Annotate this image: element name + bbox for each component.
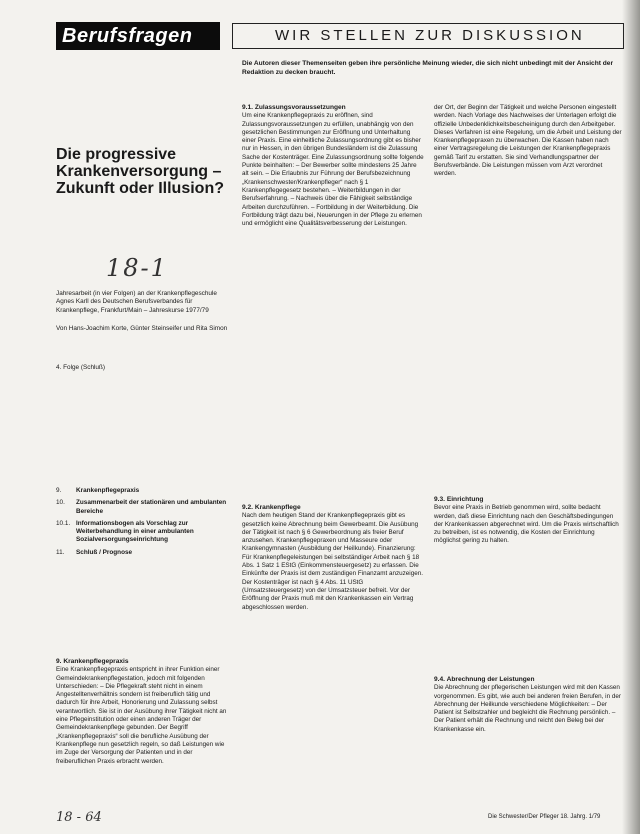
section-text: Nach dem heutigen Stand der Krankenpflegepraxis gibt es gesetzlich keine Abrechnung beim Gewerbeamt. Die Ausübung der Tätigkeit ist nach § 6 Gewerbeordnung als freier Beruf anzusehen. Krankenpflegepraxen und Masseure oder Krankengymnasten (Ausbildung der Heilkunde). Finanzierung: Für Krankenpflegeleistungen bei selbständiger Arbeit nach § 18 Abs. 1 Satz 1 EStG (Einkommensteuergesetz) zu erfassen. Die Einkünfte der Praxis ist dem zuständigen Finanzamt anzuzeigen. Der Kostenträger ist nach § 4 Abs. 11 UStG (Umsatzsteuergesetz) von der Umsatzsteuer befreit. Vor der Eröffnung der Praxis muß mit den Krankenkassen ein Vertrag abgeschlossen werden. [242,512,423,611]
section-9-block [56,658,232,766]
article-title: Die progressive Krankenversorgung – Zukunft oder Illusion? [56,146,224,197]
section-text: Eine Krankenpflegepraxis entspricht in ihrer Funktion einer Gemeindekrankenpflegestation, jedoch mit folgenden Unterschieden: – Die Pflegekraft steht nicht in einem Angestelltenverhältnis sondern ist freiberuflich tätig und dadurch für ihre Arbeit, Honorierung und Zulassung selbst verantwortlich. Sie ist in der Ausübung ihrer Tätigkeit nicht an eine Pflegeinstitution oder einen anderen Träger der Gemeindekrankenpflege gebunden. Der Begriff „Krankenpflegepraxis“ soll die berufliche Ausübung der Krankenpflege nun gesetzlich regeln, so daß Leistungen wie im Zuge der Versorgung der Patienten und in der freiberuflichen Praxis erbracht werden. [56,666,227,765]
article-part: 4. Folge (Schluß) [56,364,106,371]
handwritten-note: 18-1 [106,254,168,282]
section-heading: 9.3. Einrichtung [434,496,484,503]
journal-footer: Die Schwester/Der Pfleger 18. Jahrg. 1/79 [488,814,601,820]
toc-item [56,487,232,495]
section-9-1-block [242,104,424,228]
section-text: Bevor eine Praxis in Betrieb genommen wird, sollte bedacht werden, daß diese Einrichtung nach den Geschäftsbedingungen der Krankenkassen abgerechnet wird. Um die Praxis wirtschaftlich zu betreiben, ist es notwendig, die Kosten der Einrichtung möglichst gering zu halten. [434,504,619,545]
toc-label: Zusammenarbeit der stationären und ambulanten Bereiche [76,499,227,515]
toc-number: 11. [56,548,65,556]
toc-number: 9. [56,487,62,494]
editor-disclaimer: Die Autoren dieser Themenseiten geben ihre persönliche Meinung wieder, die sich nicht unbedingt mit der Ansicht der Redaktion zu decken braucht. [242,60,614,76]
toc-item [56,549,232,557]
section-text: der Ort, der Beginn der Tätigkeit und welche Personen eingestellt werden. Nach Vorlage des Nachweises der Unterlagen erfolgt die offizielle Unbedenklichkeitsbescheinigung durch den Arbeitgeber. Dieses Verfahren ist eine Regelung, um die Arbeit und Leistung der Krankenpflegepraxen zu überwachen. Die Kassen haben nach einer Vertragsregelung die Leistungen der Krankenpflegepraxis gemäß Tarif zu erstatten. Sie sind Verhandlungspartner der Berufsverbände. Die Leistungen müssen vom Arzt verordnet werden. [434,104,622,178]
toc-number: 10.1. [56,519,71,527]
section-heading: 9.4. Abrechnung der Leistungen [434,676,535,683]
section-text: Die Abrechnung der pflegerischen Leistungen wird mit den Kassen vorgenommen. Es gibt, wie auch bei anderen freien Berufen, in der Abrechnung der Heilkunde verschiedene Möglichkeiten: – Der Patient ist Selbstzahler und begleicht die Rechnung persönlich. – Der Patient erhält die Rechnung und reicht den Beleg bei der Krankenkasse ein. [434,684,621,733]
table-of-contents [56,487,232,561]
toc-label: Informationsbogen als Vorschlag zur Weiterbehandlung in einer ambulanten Sozialversorgungseinrichtung [76,519,194,544]
toc-item [56,520,232,545]
section-heading: 9.1. Zulassungsvoraussetzungen [242,104,346,111]
section-9-3-block [434,496,622,546]
column-3-continued [434,104,622,179]
toc-label: Schluß / Prognose [76,548,133,556]
article-authors: Von Hans-Joachim Korte, Günter Steinseifer und Rita Simon [56,325,228,332]
section-text: Um eine Krankenpflegepraxis zu eröffnen, sind Zulassungsvoraussetzungen zu erfüllen, unabhängig von den gesetzlichen Bestimmungen zur Eröffnung und Unterhaltung einer Praxis. Eine einheitliche Zulassungsordnung gibt es bisher nur in Hessen, in den übrigen Bundesländern ist die Zulassung Sache der Kostenträger. Eine Zulassungsordnung sollte folgende Punkte beinhalten: – Der Bewerber sollte mindestens 25 Jahre alt sein. – Die Erlaubnis zur Führung der Berufsbezeichnung „Krankenschwester/Krankenpfleger“ nach § 1 Krankenpflegegesetz bestehen. – Weiterbildungen in der Berufserfahrung. – Nachweis über die Fähigkeit selbständige Arbeiten durchzuführen. – Fortbildung in der Weiterbildung. Die Fortbildung trägt dazu bei, Neuerungen in der Pflege zu erlernen und ermöglicht eine Qualitätsverbesserung der Leistungen. [242,112,424,228]
toc-number: 10. [56,499,65,507]
page-number: 18 - 64 [56,810,102,825]
section-9-2-block [242,504,424,612]
toc-label: Krankenpflegepraxis [76,487,140,494]
article-intro: Jahresarbeit (in vier Folgen) an der Krankenpflegeschule Agnes Karll des Deutschen Berufsverbandes für Krankenpflege, Frankfurt/Main – Jahreskurse 1977/79 [56,290,217,314]
section-9-4-block [434,676,622,734]
section-heading: 9. Krankenpflegepraxis [56,658,129,665]
scan-edge-shadow [622,0,640,834]
section-logo: Berufsfragen [56,22,220,50]
toc-item [56,499,232,516]
section-heading: 9.2. Krankenpflege [242,504,301,511]
section-header: WIR STELLEN ZUR DISKUSSION [232,23,624,49]
